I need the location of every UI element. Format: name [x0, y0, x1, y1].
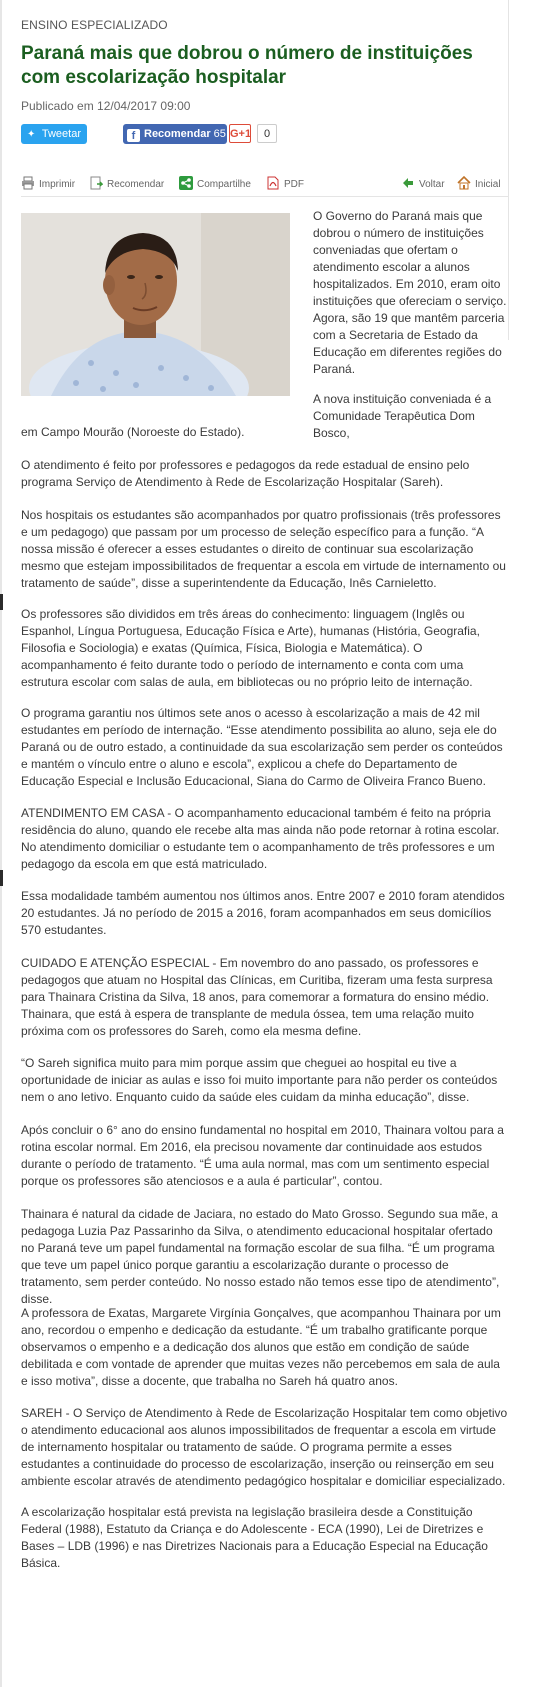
tweet-button[interactable] — [21, 124, 87, 144]
gplus-count: 0 — [257, 124, 277, 143]
facebook-recommend-button[interactable] — [123, 124, 227, 144]
home-icon — [457, 176, 471, 190]
social-bar — [21, 124, 501, 144]
article-toolbar — [21, 176, 509, 192]
article-paragraph: A professora de Exatas, Margarete Virgínia Gonçalves, que acompanhou Thainara por um ano, recordou o empenho e dedicação da estudante. “É um trabalho gratificante porque observamos o empenho e a dedicação dos alunos que estão em condição de saúde debilitada e com vontade de aprender que muitas vezes não percebemos em sala de aula e isso motiva”, disse a docente, que trabalha no Sareh há quatro anos. — [21, 1306, 501, 1388]
article-paragraph: ATENDIMENTO EM CASA - O acompanhamento educacional também é feito na própria residência do aluno, quando ele recebe alta mas ainda não pode retornar à rotina escolar. No atendimento domiciliar o estudante tem o acompanhamento de três professores e um pedagogo da escola em que está matriculado. — [21, 806, 500, 871]
article-paragraph: Nos hospitais os estudantes são acompanhados por quatro profissionais (três professores e um pedagogo) que passam por um processo de seleção específico para a função. “A nossa missão é oferecer a esses estudantes o direito de continuar sua escolarização mesmo que estejam impossibilitados de frequentar a escola em virtude de internamento ou tratamento de saúde”, disse a superintendente da Educação, Inês Carnieletto. — [21, 508, 506, 590]
article-paragraph: Thainara é natural da cidade de Jaciara, no estado do Mato Grosso. Segundo sua mãe, a pedagoga Luzia Paz Passarinho da Silva, o atendimento educacional hospitalar ofertado no Paraná teve um papel fundamental na formação escolar de sua filha. “É um programa que teve um papel único porque garantiu a escolarização durante o processo de tratamento, sem perder conteúdo. No nosso estado não temos esse tipo de atendimento”, disse. — [21, 1207, 500, 1306]
student-portrait-illustration — [21, 213, 290, 396]
share-icon — [179, 176, 193, 190]
home-link[interactable] — [457, 176, 501, 192]
article-paragraph: O atendimento é feito por professores e pedagogos da rede estadual de ensino pelo programa Serviço de Atendimento à Rede de Escolarização Hospitalar (Sareh). — [21, 458, 470, 489]
share-link[interactable] — [179, 176, 251, 192]
gplus-button[interactable]: G+1 — [229, 124, 251, 143]
share-label: Compartilhe — [197, 179, 251, 190]
article-paragraph: Essa modalidade também aumentou nos últimos anos. Entre 2007 e 2010 foram atendidos 20 estudantes. Já no período de 2015 a 2016, foram acompanhados em seus domicílios 570 estudantes. — [21, 889, 505, 937]
article-paragraph: CUIDADO E ATENÇÃO ESPECIAL - Em novembro do ano passado, os professores e pedagogos que atuam no Hospital das Clínicas, em Curitiba, fizeram uma festa surpresa para Thainara Cristina da Silva, 18 anos, para comemorar a formatura do ensino médio. Thainara, que está à espera de transplante de medula óssea, tem uma relação muito próxima com os professores do Sareh, como ela mesma define. — [21, 956, 493, 1038]
facebook-count: 65 — [213, 128, 226, 140]
article-paragraph: Os professores são divididos em três áreas do conhecimento: linguagem (Inglês ou Espanhol, Língua Portuguesa, Educação Física e Arte), humanas (História, Geografia, Filosofia e Sociologia) e exatas (Química, Física, Biologia e Matemática). O acompanhamento é feito durante todo o período de internamento e conta com uma estrutura escolar com salas de aula, em bibliotecas ou no próprio leito de internação. — [21, 607, 480, 689]
article-photo — [21, 213, 290, 396]
article-intro-continued-line: em Campo Mourão (Noroeste do Estado). — [21, 425, 245, 439]
right-border — [508, 0, 509, 340]
back-arrow-icon — [401, 176, 415, 190]
twitter-bird-icon: ✦ — [27, 129, 36, 140]
left-border — [0, 0, 2, 1687]
article-paragraph: O programa garantiu nos últimos sete anos o acesso à escolarização a mais de 42 mil estudantes em período de internação. “Esse atendimento possibilita ao aluno, seja ele do Paraná ou de outro estado, a continuidade da sua escolarização sem perder os conteúdos e mantém o vínculo entre o aluno e escola”, explicou a chefe do Departamento de Educação Especial e Inclusão Educacional, Siana do Carmo de Oliveira Franco Bueno. — [21, 706, 503, 788]
article-title: Paraná mais que dobrou o número de instituições com escolarização hospitalar — [21, 43, 473, 88]
back-label: Voltar — [419, 179, 445, 190]
pdf-link[interactable] — [266, 176, 304, 192]
back-link[interactable] — [401, 176, 445, 192]
category-label[interactable]: ENSINO ESPECIALIZADO — [21, 18, 168, 32]
pdf-icon — [266, 176, 280, 190]
recommend-link[interactable] — [89, 176, 164, 192]
publish-date: Publicado em 12/04/2017 09:00 — [21, 99, 191, 113]
article-paragraph: SAREH - O Serviço de Atendimento à Rede de Escolarização Hospitalar tem como objetivo o atendimento educacional aos alunos impossibilitados de frequentar a escola em virtude de internamento hospitalar ou tratamento de saúde. O programa permite a esses estudantes a continuidade do processo de escolarização, inserção ou reinserção em seu ambiente escolar através de atendimento pedagógico hospitalar e domiciliar especializado. — [21, 1406, 508, 1488]
home-label: Inicial — [475, 179, 501, 190]
print-label: Imprimir — [39, 179, 76, 190]
article-paragraph: A escolarização hospitalar está prevista na legislação brasileira desde a Constituição Federal (1988), Estatuto da Criança e do Adolescente - ECA (1990), Lei de Diretrizes e Bases – LDB (1996) e nas Diretrizes Nacionais para a Educação Especial na Educação Básica. — [21, 1505, 488, 1570]
article-intro: O Governo do Paraná mais que dobrou o número de instituições conveniadas que ofertam o atendimento escolar a alunos hospitalizados. Em 2010, eram oito instituições que ofereciam o serviço. Agora, são 19 que mantêm parceria com a Secretaria de Estado da Educação em diferentes regiões do Paraná. — [313, 209, 507, 376]
recommend-label: Recomendar — [107, 179, 165, 190]
printer-icon — [21, 176, 35, 190]
article-intro-continued: A nova instituição conveniada é a Comunidade Terapêutica Dom Bosco, — [313, 392, 492, 440]
toolbar-divider — [21, 196, 509, 197]
pdf-label: PDF — [284, 179, 304, 190]
left-marker — [0, 594, 3, 610]
facebook-label: Recomendar — [144, 128, 211, 140]
facebook-icon: f — [127, 129, 140, 142]
tweet-label: Tweetar — [41, 128, 81, 140]
article-paragraph: Após concluir o 6° ano do ensino fundamental no hospital em 2010, Thainara voltou para a rotina escolar normal. Em 2016, ela precisou novamente dar continuidade aos estudos durante o período de tratamento. “É uma aula normal, mas com um sentimento especial porque os professores são atenciosos e a aula é particular”, contou. — [21, 1123, 504, 1188]
recommend-icon — [89, 176, 103, 190]
article-paragraph: “O Sareh significa muito para mim porque assim que cheguei ao hospital eu tive a oportunidade de iniciar as aulas e isso foi muito importante para não perder os conteúdos nem o ano letivo. Enquanto cuido da saúde eles cuidam da minha educação”, disse. — [21, 1056, 498, 1104]
left-marker — [0, 870, 3, 886]
print-link[interactable] — [21, 176, 75, 192]
